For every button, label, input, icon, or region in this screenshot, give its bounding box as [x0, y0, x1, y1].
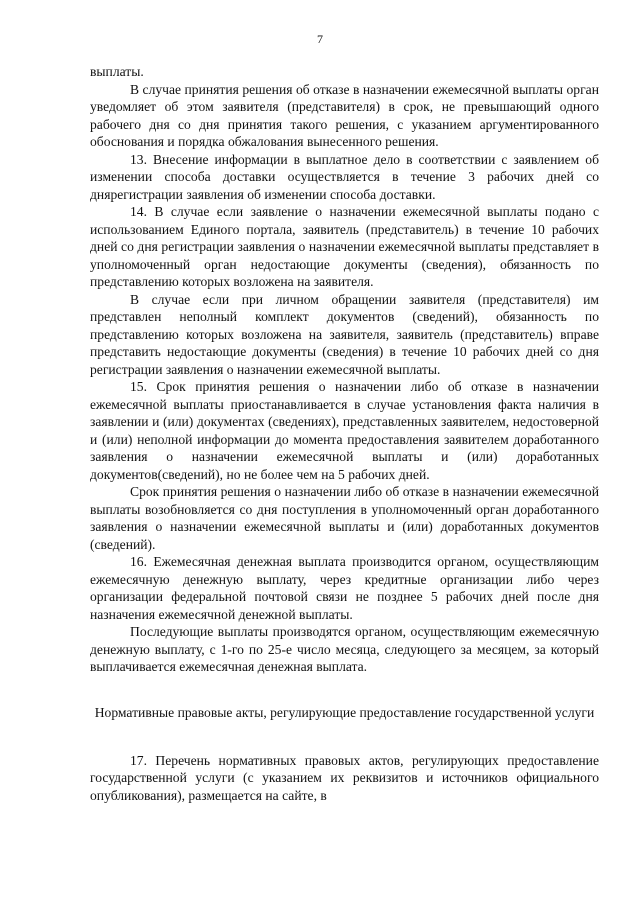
page-number: 7 [317, 32, 323, 46]
paragraph: Срок принятия решения о назначении либо об отказе в назначении ежемесячной выплаты возобновляется со дня поступления в уполномоченный орган доработанного заявления о назначении ежемесячной выплаты и (или) доработанных документов (сведений). [90, 484, 599, 552]
paragraph: В случае принятия решения об отказе в назначении ежемесячной выплаты орган уведомляет об этом заявителя (представителя) в срок, не превышающий одного рабочего дня со дня принятия такого решения, с указанием аргументированного обоснования и порядка обжалования вынесенного решения. [90, 81, 599, 149]
paragraph: 17. Перечень нормативных правовых актов, регулирующих предоставление государственной услуги (с указанием их реквизитов и источников официального опубликования), размещается на сайте, в [90, 752, 599, 803]
section-heading: Нормативные правовые акты, регулирующие предоставление государственной услуги [94, 704, 595, 720]
paragraph: 14. В случае если заявление о назначении ежемесячной выплаты подано с использованием Единого портала, заявитель (представитель) в течение 10 рабочих дней со дня регистрации заявления о назначении ежемесячной выплаты представляет в уполномоченный орган недостающие документы (сведения), обязанность по представлению которых возложена на заявителя. [90, 204, 599, 289]
paragraph: Последующие выплаты производятся органом, осуществляющим ежемесячную денежную выплату, с 1-го по 25-е число месяца, следующего за месяцем, за который выплачивается ежемесячная денежная выплата. [90, 624, 599, 674]
document-body [90, 63, 599, 804]
paragraph: В случае если при личном обращении заявителя (представителя) им представлен неполный комплект документов (сведений), обязанность по представлению которых возложена на заявителя, заявитель (представитель) вправе представить недостающие документы (сведения) в течение 10 рабочих дней со дня регистрации заявления о назначении ежемесячной выплаты. [90, 291, 599, 377]
paragraph: выплаты. [90, 64, 144, 79]
paragraph: 16. Ежемесячная денежная выплата производится органом, осуществляющим ежемесячную денежную выплату, через кредитные организации либо через организации федеральной почтовой связи не позднее 5 рабочих дней после дня назначения ежемесячной денежной выплаты. [90, 554, 599, 622]
paragraph: 13. Внесение информации в выплатное дело в соответствии с заявлением об изменении способа доставки осуществляется в течение 3 рабочих дней со днярегистрации заявления об изменении способа доставки. [90, 151, 599, 202]
paragraph: 15. Срок принятия решения о назначении либо об отказе в назначении ежемесячной выплаты приостанавливается в случае установления факта наличия в заявлении и (или) документах (сведениях), представленных заявителем, недостоверной и (или) неполной информации до момента предоставления заявителем доработанного заявления о назначении ежемесячной выплаты и (или) доработанных документов(сведений), но не более чем на 5 рабочих дней. [90, 379, 599, 482]
